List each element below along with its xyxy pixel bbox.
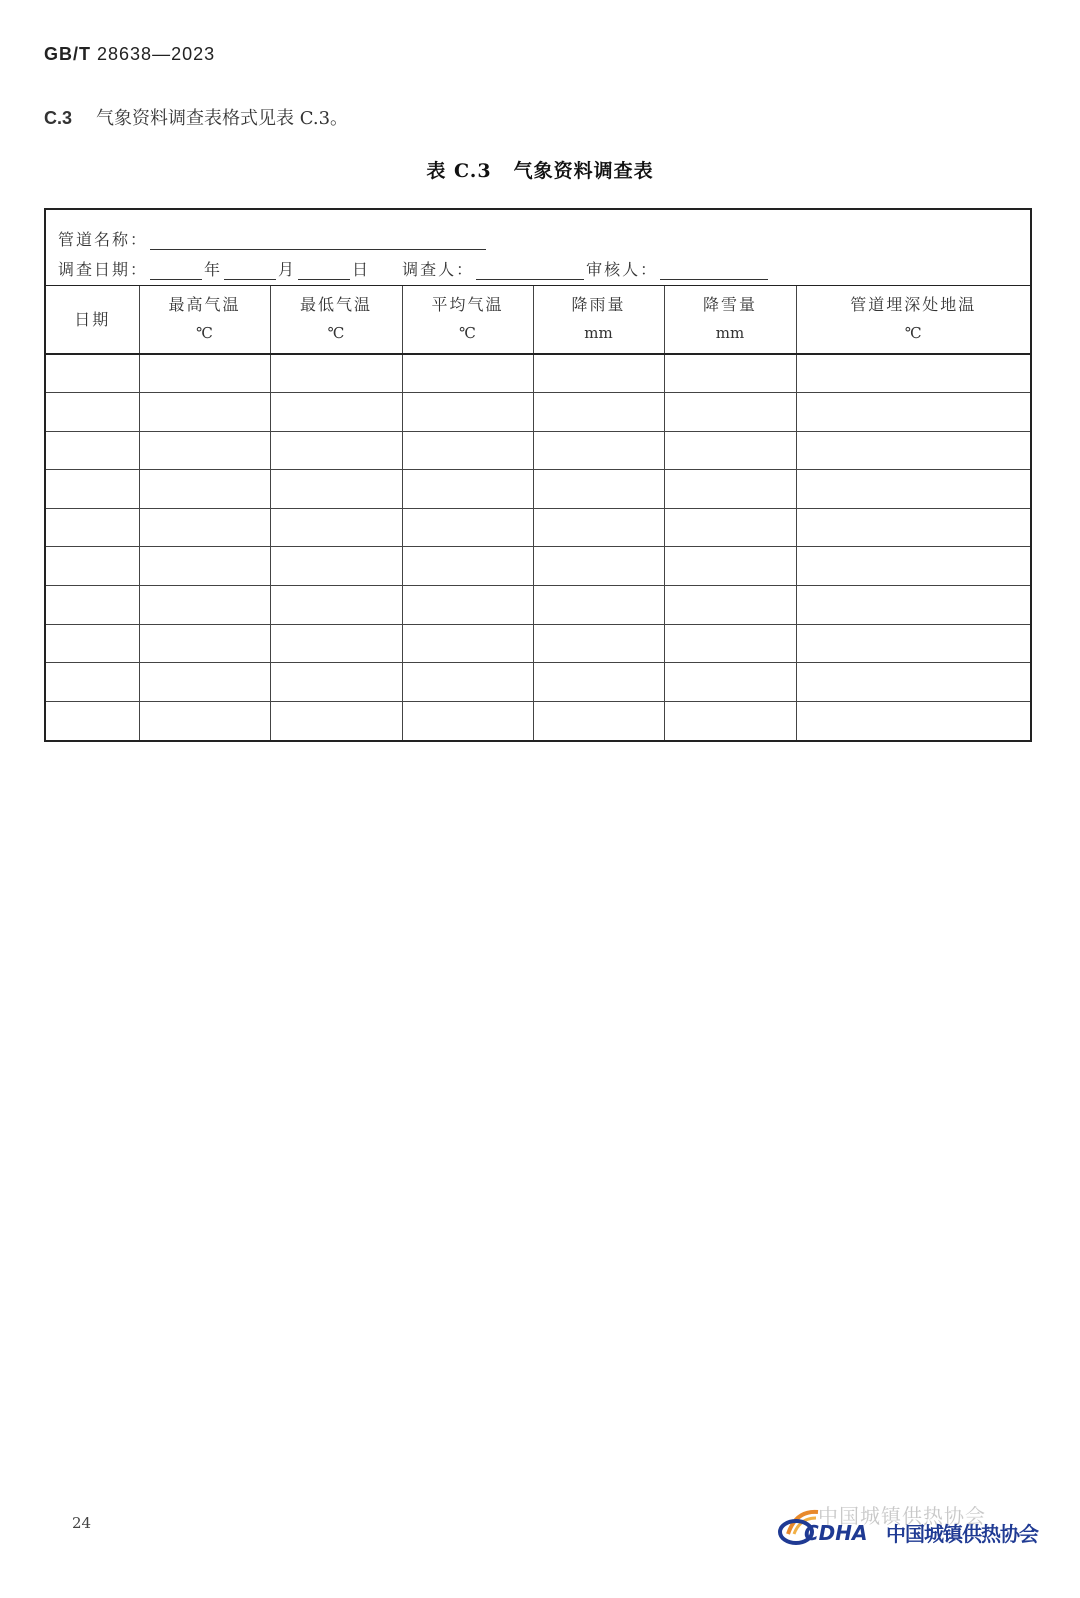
table-cell[interactable] <box>796 624 1030 663</box>
table-cell[interactable] <box>270 354 402 393</box>
table-cell[interactable] <box>270 431 402 470</box>
table-cell[interactable] <box>533 624 664 663</box>
table-title <box>0 156 1080 183</box>
pipeline-name-blank[interactable] <box>150 231 486 250</box>
table-cell[interactable] <box>533 354 664 393</box>
table-cell[interactable] <box>139 624 270 663</box>
table-cell[interactable] <box>46 508 139 547</box>
table-cell[interactable] <box>46 701 139 740</box>
table-cell[interactable] <box>270 624 402 663</box>
table-cell[interactable] <box>139 431 270 470</box>
table-cell[interactable] <box>270 663 402 702</box>
table-cell[interactable] <box>46 663 139 702</box>
table-row <box>46 508 1030 547</box>
table-cell[interactable] <box>402 547 533 586</box>
table-cell[interactable] <box>402 624 533 663</box>
table-row <box>46 431 1030 470</box>
unit-celsius: ℃ <box>904 323 922 342</box>
table-cell[interactable] <box>139 508 270 547</box>
table-cell[interactable] <box>664 431 796 470</box>
table-cell[interactable] <box>533 547 664 586</box>
clause-c3 <box>44 104 348 130</box>
table-row <box>46 470 1030 509</box>
table-cell[interactable] <box>46 470 139 509</box>
table-header-row <box>46 286 1030 354</box>
day-label: 日 <box>352 260 371 279</box>
weather-survey-form <box>44 208 1032 742</box>
col-min-temp: 最低气温 ℃ <box>270 286 402 354</box>
table-cell[interactable] <box>402 508 533 547</box>
table-row <box>46 701 1030 740</box>
table-cell[interactable] <box>46 354 139 393</box>
table-cell[interactable] <box>402 701 533 740</box>
table-cell[interactable] <box>270 586 402 625</box>
unit-mm: mm <box>715 323 745 342</box>
surveyor-label: 调查人： <box>402 260 475 279</box>
col-date: 日期 <box>46 286 139 354</box>
standard-code-number: 28638—2023 <box>97 44 216 64</box>
logo-text: 中国城镇供热协会 <box>886 1522 1038 1546</box>
unit-celsius: ℃ <box>459 323 476 342</box>
table-cell[interactable] <box>46 586 139 625</box>
reviewer-blank[interactable] <box>660 261 768 280</box>
table-cell[interactable] <box>402 393 533 432</box>
pipeline-name-row <box>58 220 1018 250</box>
standard-code-prefix: GB/T <box>44 44 91 64</box>
form-header <box>46 210 1030 286</box>
table-cell[interactable] <box>664 624 796 663</box>
col-avg-temp: 平均气温 ℃ <box>402 286 533 354</box>
table-cell[interactable] <box>664 354 796 393</box>
table-cell[interactable] <box>533 393 664 432</box>
table-cell[interactable] <box>664 586 796 625</box>
table-cell[interactable] <box>46 431 139 470</box>
clause-text: 气象资料调查表格式见表 C.3。 <box>96 108 349 129</box>
table-cell[interactable] <box>139 547 270 586</box>
cdha-logo <box>774 1498 1064 1550</box>
table-cell[interactable] <box>46 393 139 432</box>
logo-abbr: CDHA <box>804 1521 868 1545</box>
table-cell[interactable] <box>664 663 796 702</box>
table-cell[interactable] <box>796 354 1030 393</box>
table-cell[interactable] <box>664 508 796 547</box>
table-cell[interactable] <box>796 431 1030 470</box>
table-cell[interactable] <box>533 701 664 740</box>
table-cell[interactable] <box>533 431 664 470</box>
table-body <box>46 354 1030 740</box>
weather-data-table <box>46 286 1030 740</box>
table-cell[interactable] <box>46 547 139 586</box>
table-cell[interactable] <box>402 586 533 625</box>
table-row <box>46 586 1030 625</box>
reviewer-label: 审核人： <box>586 260 659 279</box>
table-cell[interactable] <box>402 470 533 509</box>
surveyor-blank[interactable] <box>476 261 584 280</box>
table-cell[interactable] <box>796 393 1030 432</box>
table-cell[interactable] <box>533 663 664 702</box>
table-cell[interactable] <box>796 508 1030 547</box>
unit-celsius: ℃ <box>327 323 345 342</box>
table-row <box>46 624 1030 663</box>
table-cell[interactable] <box>46 624 139 663</box>
survey-date-label: 调查日期： <box>58 260 149 279</box>
table-cell[interactable] <box>139 470 270 509</box>
table-cell[interactable] <box>139 586 270 625</box>
table-cell[interactable] <box>533 470 664 509</box>
cdha-logo-icon <box>774 1504 884 1546</box>
survey-info-row <box>58 250 1018 280</box>
table-cell[interactable] <box>664 470 796 509</box>
table-cell[interactable] <box>270 701 402 740</box>
table-cell[interactable] <box>664 393 796 432</box>
standard-code <box>44 44 215 65</box>
table-cell[interactable] <box>796 663 1030 702</box>
table-cell[interactable] <box>533 508 664 547</box>
table-cell[interactable] <box>796 701 1030 740</box>
table-cell[interactable] <box>270 508 402 547</box>
col-max-temp: 最高气温 ℃ <box>139 286 270 354</box>
table-cell[interactable] <box>270 547 402 586</box>
table-cell[interactable] <box>796 470 1030 509</box>
table-cell[interactable] <box>139 701 270 740</box>
pipeline-name-label: 管道名称： <box>58 230 149 249</box>
table-row <box>46 663 1030 702</box>
table-row <box>46 393 1030 432</box>
year-label: 年 <box>204 260 223 279</box>
clause-number: C.3 <box>44 108 73 128</box>
table-cell[interactable] <box>139 663 270 702</box>
table-cell[interactable] <box>270 470 402 509</box>
watermark-text: 中国城镇供热协会 <box>818 1504 986 1528</box>
table-cell[interactable] <box>533 586 664 625</box>
table-cell[interactable] <box>796 547 1030 586</box>
table-cell[interactable] <box>796 586 1030 625</box>
table-row <box>46 354 1030 393</box>
table-name: 气象资料调查表 <box>513 160 654 182</box>
day-blank[interactable] <box>298 261 350 280</box>
unit-celsius: ℃ <box>196 323 213 342</box>
table-cell[interactable] <box>664 547 796 586</box>
table-row <box>46 547 1030 586</box>
table-cell[interactable] <box>664 701 796 740</box>
month-blank[interactable] <box>224 261 276 280</box>
table-cell[interactable] <box>139 393 270 432</box>
table-cell[interactable] <box>402 663 533 702</box>
table-cell[interactable] <box>139 354 270 393</box>
month-label: 月 <box>278 260 297 279</box>
unit-mm: mm <box>584 323 613 342</box>
col-ground-temp: 管道埋深处地温 ℃ <box>796 286 1030 354</box>
col-rainfall: 降雨量 mm <box>533 286 664 354</box>
year-blank[interactable] <box>150 261 202 280</box>
table-cell[interactable] <box>270 393 402 432</box>
table-cell[interactable] <box>402 431 533 470</box>
col-snowfall: 降雪量 mm <box>664 286 796 354</box>
page-number: 24 <box>72 1514 92 1532</box>
table-cell[interactable] <box>402 354 533 393</box>
table-code: 表 C.3 <box>426 160 492 182</box>
